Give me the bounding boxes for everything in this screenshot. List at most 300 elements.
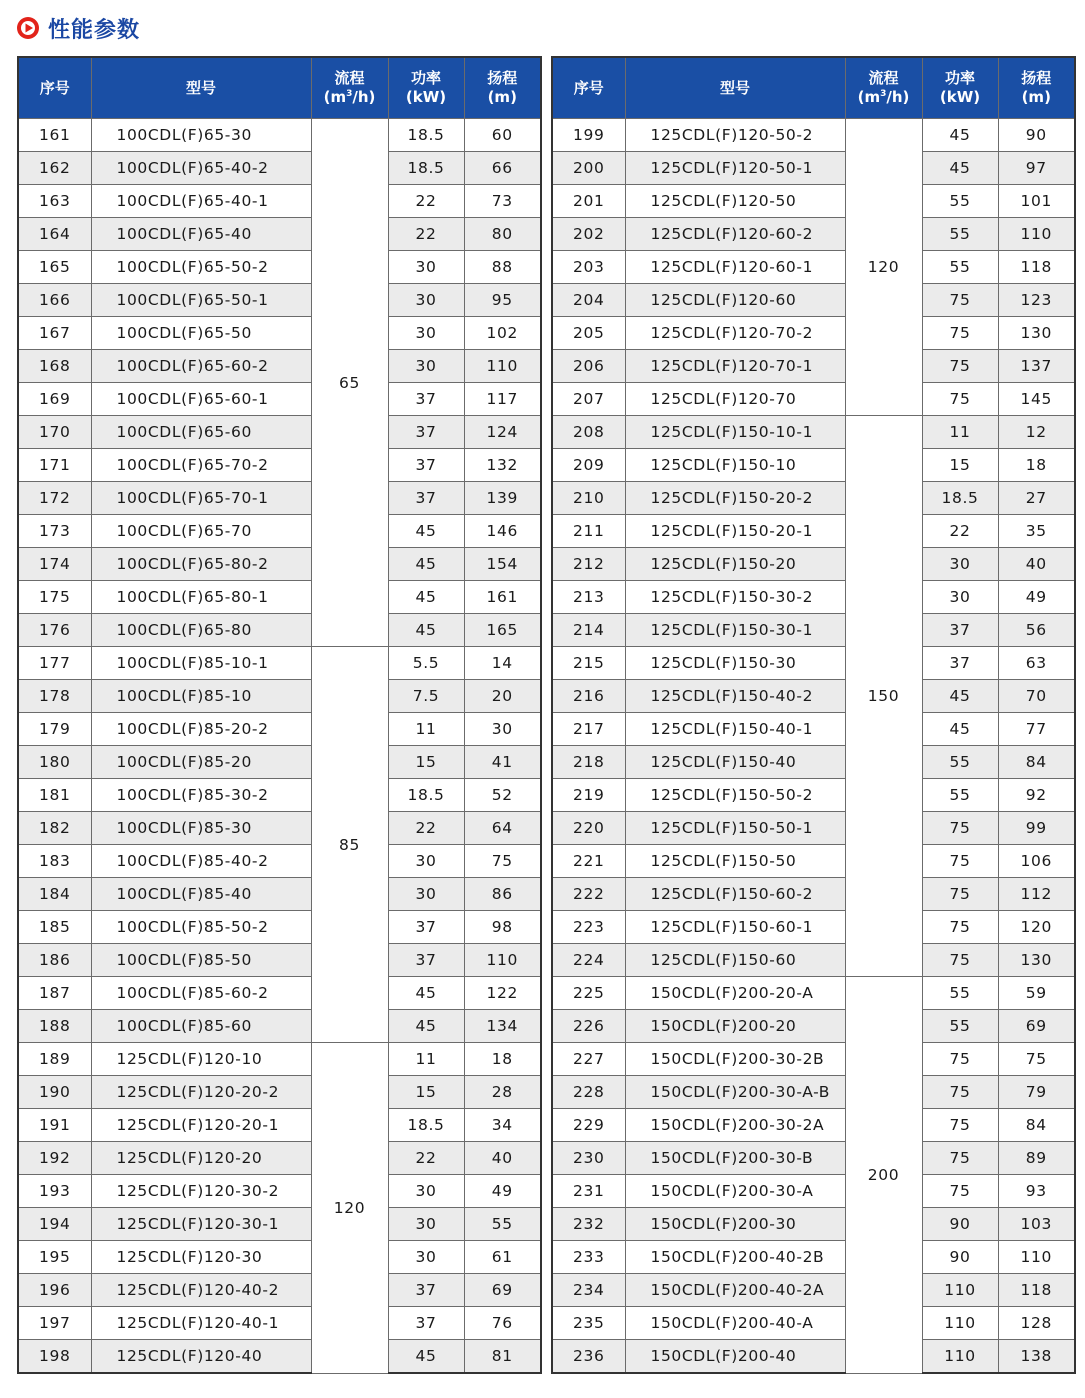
cell-power: 45 [922, 713, 998, 746]
table-row [552, 185, 1075, 218]
table-row [18, 482, 541, 515]
cell-no: 225 [552, 977, 625, 1010]
cell-head: 134 [464, 1010, 541, 1043]
cell-no: 209 [552, 449, 625, 482]
cell-no: 222 [552, 878, 625, 911]
cell-head: 77 [998, 713, 1075, 746]
cell-model: 125CDL(F)120-50 [625, 185, 845, 218]
cell-head: 145 [998, 383, 1075, 416]
cell-power: 45 [922, 152, 998, 185]
table-row [18, 680, 541, 713]
cell-head: 93 [998, 1175, 1075, 1208]
cell-head: 97 [998, 152, 1075, 185]
cell-no: 183 [18, 845, 91, 878]
header-power-label: 功率 [944, 69, 975, 87]
cell-power: 37 [388, 383, 464, 416]
cell-head: 146 [464, 515, 541, 548]
cell-head: 138 [998, 1340, 1075, 1374]
cell-head: 110 [464, 350, 541, 383]
cell-head: 99 [998, 812, 1075, 845]
cell-model: 125CDL(F)150-20 [625, 548, 845, 581]
table-row [18, 1274, 541, 1307]
table-row [552, 779, 1075, 812]
cell-model: 125CDL(F)120-20-1 [91, 1109, 311, 1142]
cell-no: 180 [18, 746, 91, 779]
cell-no: 194 [18, 1208, 91, 1241]
cell-head: 14 [464, 647, 541, 680]
cell-no: 206 [552, 350, 625, 383]
cell-model: 100CDL(F)65-70 [91, 515, 311, 548]
cell-power: 55 [922, 185, 998, 218]
cell-no: 207 [552, 383, 625, 416]
cell-power: 75 [922, 1142, 998, 1175]
table-row [18, 317, 541, 350]
cell-power: 37 [388, 449, 464, 482]
cell-power: 55 [922, 251, 998, 284]
cell-head: 40 [464, 1142, 541, 1175]
cell-no: 229 [552, 1109, 625, 1142]
cell-power: 30 [922, 581, 998, 614]
cell-no: 208 [552, 416, 625, 449]
header-head [998, 57, 1075, 119]
table-row [552, 1076, 1075, 1109]
cell-model: 125CDL(F)120-60-1 [625, 251, 845, 284]
header-power [388, 57, 464, 119]
cell-no: 171 [18, 449, 91, 482]
cell-power: 110 [922, 1274, 998, 1307]
cell-flow: 120 [845, 119, 922, 416]
table-row [18, 1043, 541, 1076]
cell-model: 125CDL(F)120-40-2 [91, 1274, 311, 1307]
table-row [552, 1175, 1075, 1208]
table-row [552, 977, 1075, 1010]
cell-power: 11 [922, 416, 998, 449]
cell-no: 216 [552, 680, 625, 713]
cell-head: 86 [464, 878, 541, 911]
cell-model: 150CDL(F)200-40 [625, 1340, 845, 1374]
cell-head: 90 [998, 119, 1075, 152]
cell-head: 75 [464, 845, 541, 878]
cell-power: 45 [922, 680, 998, 713]
header-no: 序号 [18, 57, 91, 119]
cell-model: 125CDL(F)150-60-1 [625, 911, 845, 944]
table-row [552, 647, 1075, 680]
cell-head: 98 [464, 911, 541, 944]
table-row [552, 152, 1075, 185]
table-row [18, 779, 541, 812]
table-header-row [552, 57, 1075, 119]
table-row [18, 878, 541, 911]
table-row [552, 449, 1075, 482]
table-row [18, 1307, 541, 1340]
cell-power: 30 [922, 548, 998, 581]
header-head-label: 扬程 [487, 69, 518, 87]
cell-no: 195 [18, 1241, 91, 1274]
cell-no: 235 [552, 1307, 625, 1340]
cell-model: 125CDL(F)120-70 [625, 383, 845, 416]
cell-no: 181 [18, 779, 91, 812]
cell-power: 55 [922, 977, 998, 1010]
cell-head: 81 [464, 1340, 541, 1374]
cell-power: 75 [922, 1109, 998, 1142]
cell-no: 168 [18, 350, 91, 383]
cell-no: 196 [18, 1274, 91, 1307]
cell-head: 41 [464, 746, 541, 779]
cell-no: 182 [18, 812, 91, 845]
cell-head: 56 [998, 614, 1075, 647]
cell-model: 125CDL(F)120-50-1 [625, 152, 845, 185]
cell-no: 175 [18, 581, 91, 614]
page-title: 性能参数 [48, 17, 141, 43]
header-flow-label: 流程 [334, 69, 365, 87]
table-row [552, 614, 1075, 647]
cell-power: 30 [388, 284, 464, 317]
cell-head: 18 [464, 1043, 541, 1076]
cell-no: 233 [552, 1241, 625, 1274]
table-body [18, 119, 541, 1374]
cell-power: 45 [388, 614, 464, 647]
table-row [18, 449, 541, 482]
cell-head: 88 [464, 251, 541, 284]
table-row [552, 713, 1075, 746]
cell-power: 18.5 [922, 482, 998, 515]
cell-power: 75 [922, 911, 998, 944]
table-row [18, 647, 541, 680]
cell-head: 92 [998, 779, 1075, 812]
cell-power: 37 [922, 614, 998, 647]
play-icon [16, 16, 40, 40]
cell-power: 15 [388, 1076, 464, 1109]
cell-head: 123 [998, 284, 1075, 317]
cell-power: 15 [922, 449, 998, 482]
table-row [552, 119, 1075, 152]
cell-model: 100CDL(F)65-50-1 [91, 284, 311, 317]
cell-head: 165 [464, 614, 541, 647]
header-power-unit: (kW) [405, 88, 447, 106]
table-row [552, 1340, 1075, 1374]
cell-no: 189 [18, 1043, 91, 1076]
table-row [552, 1109, 1075, 1142]
cell-no: 176 [18, 614, 91, 647]
cell-power: 11 [388, 713, 464, 746]
cell-head: 70 [998, 680, 1075, 713]
cell-head: 130 [998, 944, 1075, 977]
cell-model: 100CDL(F)65-60-1 [91, 383, 311, 416]
cell-head: 128 [998, 1307, 1075, 1340]
table-row [18, 119, 541, 152]
cell-head: 75 [998, 1043, 1075, 1076]
cell-power: 30 [388, 878, 464, 911]
cell-power: 55 [922, 746, 998, 779]
table-row [552, 251, 1075, 284]
cell-no: 224 [552, 944, 625, 977]
table-row [552, 284, 1075, 317]
cell-head: 101 [998, 185, 1075, 218]
cell-no: 162 [18, 152, 91, 185]
cell-model: 125CDL(F)150-60 [625, 944, 845, 977]
cell-head: 30 [464, 713, 541, 746]
cell-model: 125CDL(F)150-50-2 [625, 779, 845, 812]
cell-model: 125CDL(F)120-30 [91, 1241, 311, 1274]
cell-head: 69 [464, 1274, 541, 1307]
cell-no: 215 [552, 647, 625, 680]
cell-no: 234 [552, 1274, 625, 1307]
cell-power: 55 [922, 779, 998, 812]
cell-power: 75 [922, 350, 998, 383]
cell-head: 34 [464, 1109, 541, 1142]
table-row [18, 1241, 541, 1274]
cell-head: 35 [998, 515, 1075, 548]
cell-no: 166 [18, 284, 91, 317]
cell-no: 167 [18, 317, 91, 350]
cell-head: 28 [464, 1076, 541, 1109]
cell-head: 110 [464, 944, 541, 977]
cell-model: 125CDL(F)150-20-1 [625, 515, 845, 548]
cell-no: 213 [552, 581, 625, 614]
cell-model: 125CDL(F)150-40 [625, 746, 845, 779]
header-no: 序号 [552, 57, 625, 119]
cell-head: 63 [998, 647, 1075, 680]
table-row [18, 1175, 541, 1208]
cell-no: 190 [18, 1076, 91, 1109]
table-row [552, 1241, 1075, 1274]
table-row [552, 581, 1075, 614]
cell-power: 30 [388, 317, 464, 350]
header-power [922, 57, 998, 119]
cell-head: 69 [998, 1010, 1075, 1043]
cell-power: 22 [922, 515, 998, 548]
cell-power: 45 [388, 977, 464, 1010]
cell-model: 150CDL(F)200-40-2A [625, 1274, 845, 1307]
cell-head: 117 [464, 383, 541, 416]
cell-model: 100CDL(F)65-50 [91, 317, 311, 350]
cell-no: 210 [552, 482, 625, 515]
cell-model: 100CDL(F)65-40 [91, 218, 311, 251]
cell-power: 55 [922, 218, 998, 251]
table-row [18, 977, 541, 1010]
cell-model: 100CDL(F)85-60-2 [91, 977, 311, 1010]
cell-model: 100CDL(F)65-80-1 [91, 581, 311, 614]
cell-no: 186 [18, 944, 91, 977]
cell-model: 125CDL(F)120-70-2 [625, 317, 845, 350]
cell-model: 125CDL(F)150-20-2 [625, 482, 845, 515]
cell-model: 100CDL(F)65-40-2 [91, 152, 311, 185]
cell-head: 130 [998, 317, 1075, 350]
cell-head: 110 [998, 1241, 1075, 1274]
table-row [552, 845, 1075, 878]
cell-model: 100CDL(F)85-20 [91, 746, 311, 779]
cell-model: 125CDL(F)120-10 [91, 1043, 311, 1076]
cell-power: 75 [922, 284, 998, 317]
cell-no: 231 [552, 1175, 625, 1208]
cell-power: 22 [388, 218, 464, 251]
cell-no: 174 [18, 548, 91, 581]
cell-power: 7.5 [388, 680, 464, 713]
cell-model: 100CDL(F)85-10 [91, 680, 311, 713]
cell-model: 125CDL(F)120-70-1 [625, 350, 845, 383]
cell-model: 100CDL(F)85-50-2 [91, 911, 311, 944]
cell-model: 125CDL(F)120-20 [91, 1142, 311, 1175]
cell-model: 100CDL(F)65-70-1 [91, 482, 311, 515]
cell-no: 230 [552, 1142, 625, 1175]
cell-model: 100CDL(F)65-70-2 [91, 449, 311, 482]
section-title [16, 12, 140, 44]
table-body [552, 119, 1075, 1374]
header-model: 型号 [625, 57, 845, 119]
cell-power: 45 [388, 515, 464, 548]
cell-power: 37 [388, 482, 464, 515]
cell-power: 37 [388, 416, 464, 449]
table-row [18, 911, 541, 944]
cell-head: 118 [998, 1274, 1075, 1307]
cell-head: 79 [998, 1076, 1075, 1109]
cell-head: 106 [998, 845, 1075, 878]
cell-head: 20 [464, 680, 541, 713]
header-flow-unit: $(m^3/h)$ [857, 88, 910, 106]
cell-no: 187 [18, 977, 91, 1010]
cell-head: 64 [464, 812, 541, 845]
cell-head: 66 [464, 152, 541, 185]
cell-head: 161 [464, 581, 541, 614]
table-row [18, 416, 541, 449]
cell-power: 45 [388, 581, 464, 614]
cell-power: 75 [922, 812, 998, 845]
cell-no: 170 [18, 416, 91, 449]
table-row [18, 350, 541, 383]
cell-model: 100CDL(F)65-60-2 [91, 350, 311, 383]
table-row [552, 482, 1075, 515]
header-head-label: 扬程 [1021, 69, 1052, 87]
cell-power: 37 [388, 911, 464, 944]
table-row [552, 1043, 1075, 1076]
cell-model: 100CDL(F)85-30 [91, 812, 311, 845]
cell-no: 197 [18, 1307, 91, 1340]
cell-head: 60 [464, 119, 541, 152]
table-row [18, 581, 541, 614]
cell-power: 22 [388, 185, 464, 218]
cell-head: 27 [998, 482, 1075, 515]
table-row [18, 944, 541, 977]
table-row [18, 548, 541, 581]
cell-no: 192 [18, 1142, 91, 1175]
table-row [18, 812, 541, 845]
cell-power: 18.5 [388, 779, 464, 812]
cell-model: 125CDL(F)150-60-2 [625, 878, 845, 911]
cell-power: 30 [388, 845, 464, 878]
cell-model: 125CDL(F)120-60 [625, 284, 845, 317]
cell-no: 202 [552, 218, 625, 251]
cell-head: 49 [998, 581, 1075, 614]
cell-no: 219 [552, 779, 625, 812]
cell-no: 218 [552, 746, 625, 779]
cell-power: 5.5 [388, 647, 464, 680]
cell-model: 150CDL(F)200-20 [625, 1010, 845, 1043]
table-row [552, 1010, 1075, 1043]
cell-head: 139 [464, 482, 541, 515]
header-flow [311, 57, 388, 119]
cell-model: 100CDL(F)85-10-1 [91, 647, 311, 680]
cell-no: 220 [552, 812, 625, 845]
cell-flow: 120 [311, 1043, 388, 1374]
table-row [18, 515, 541, 548]
cell-head: 122 [464, 977, 541, 1010]
cell-no: 221 [552, 845, 625, 878]
cell-head: 18 [998, 449, 1075, 482]
cell-head: 154 [464, 548, 541, 581]
cell-power: 45 [388, 1010, 464, 1043]
cell-power: 45 [922, 119, 998, 152]
cell-power: 30 [388, 1241, 464, 1274]
cell-model: 125CDL(F)120-40-1 [91, 1307, 311, 1340]
cell-power: 37 [388, 944, 464, 977]
cell-no: 165 [18, 251, 91, 284]
cell-power: 75 [922, 1175, 998, 1208]
cell-no: 184 [18, 878, 91, 911]
cell-no: 172 [18, 482, 91, 515]
cell-model: 125CDL(F)150-10 [625, 449, 845, 482]
cell-head: 110 [998, 218, 1075, 251]
cell-head: 103 [998, 1208, 1075, 1241]
cell-power: 15 [388, 746, 464, 779]
cell-power: 30 [388, 251, 464, 284]
cell-head: 137 [998, 350, 1075, 383]
cell-model: 100CDL(F)85-20-2 [91, 713, 311, 746]
table-row [552, 548, 1075, 581]
cell-no: 226 [552, 1010, 625, 1043]
cell-power: 75 [922, 383, 998, 416]
cell-power: 30 [388, 350, 464, 383]
cell-power: 110 [922, 1340, 998, 1374]
table-row [18, 1109, 541, 1142]
table-row [18, 284, 541, 317]
cell-power: 18.5 [388, 1109, 464, 1142]
cell-power: 75 [922, 845, 998, 878]
cell-model: 100CDL(F)85-40 [91, 878, 311, 911]
table-row [552, 1142, 1075, 1175]
table-row [18, 845, 541, 878]
header-head-unit: (m) [487, 88, 517, 106]
table-row [552, 317, 1075, 350]
cell-head: 55 [464, 1208, 541, 1241]
cell-head: 102 [464, 317, 541, 350]
cell-no: 232 [552, 1208, 625, 1241]
cell-power: 30 [388, 1208, 464, 1241]
cell-model: 125CDL(F)150-50-1 [625, 812, 845, 845]
cell-power: 22 [388, 812, 464, 845]
cell-flow: 200 [845, 977, 922, 1374]
header-model: 型号 [91, 57, 311, 119]
cell-head: 59 [998, 977, 1075, 1010]
cell-no: 205 [552, 317, 625, 350]
table-row [552, 680, 1075, 713]
table-row [552, 911, 1075, 944]
cell-model: 125CDL(F)120-60-2 [625, 218, 845, 251]
cell-power: 110 [922, 1307, 998, 1340]
cell-model: 150CDL(F)200-30-B [625, 1142, 845, 1175]
header-power-label: 功率 [410, 69, 441, 87]
table-row [18, 218, 541, 251]
cell-no: 198 [18, 1340, 91, 1374]
cell-no: 228 [552, 1076, 625, 1109]
table-row [18, 1208, 541, 1241]
cell-model: 150CDL(F)200-40-2B [625, 1241, 845, 1274]
cell-power: 37 [922, 647, 998, 680]
cell-model: 150CDL(F)200-30-A [625, 1175, 845, 1208]
cell-no: 223 [552, 911, 625, 944]
table-row [18, 1010, 541, 1043]
cell-head: 73 [464, 185, 541, 218]
cell-head: 40 [998, 548, 1075, 581]
